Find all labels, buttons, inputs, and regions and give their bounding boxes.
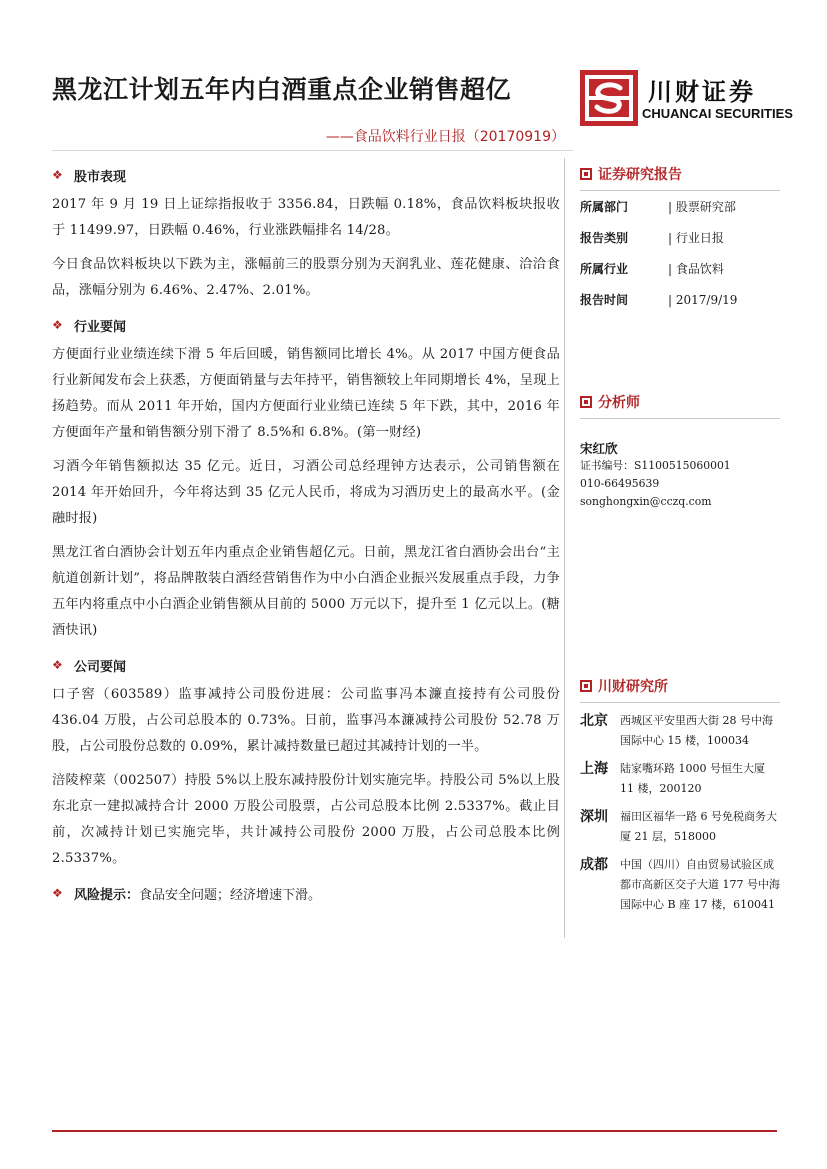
- info-row: 所属部门 | 股票研究部: [580, 200, 736, 214]
- risk-note: [52, 880, 560, 906]
- company-paragraph-2: 涪陵榨菜（002507）持股 5%以上股东减持股份计划实施完毕。持股公司 5%以上股东北京一建拟减持合计 2000 万股公司股票，占公司总股本比例 2.5337%。截止目前，次减持计划已实施完毕，共计减持公司股份 2000 万股，占公司总股本比例 2.5337%。: [52, 773, 560, 866]
- diamond-bullet-icon: ❖: [52, 886, 63, 900]
- analyst-name: 宋红欣: [580, 441, 618, 456]
- office-address: 成都 中国（四川）自由贸易试验区成都市高新区交子大道 177 号中海国际中心 B 座 17 楼，610041: [580, 857, 780, 911]
- office-address: 上海 陆家嘴环路 1000 号恒生大厦 11 楼，200120: [580, 761, 765, 795]
- sidebar-heading-analyst: 分析师: [580, 390, 780, 414]
- company-paragraph-1: 口子窖（603589）监事减持公司股份进展：公司监事冯本濂直接持有公司股份436.04 万股，占公司总股本的 0.73%。日前，监事冯本濂减持公司股份 52.78 万股，占公司股份总数的 0.09%，累计减持数量已超过其减持计划的一半。: [52, 687, 560, 754]
- section-heading-market: ❖ 股市表现: [52, 168, 127, 185]
- sidebar-report-info: [580, 162, 780, 315]
- footer-divider: [52, 1130, 777, 1132]
- analyst-phone: 010-66495639: [580, 477, 660, 490]
- column-divider: [564, 158, 565, 938]
- header-divider: [52, 150, 573, 151]
- diamond-bullet-icon: ❖: [52, 658, 63, 672]
- report-subtitle: ——食品饮料行业日报（20170919）: [325, 129, 565, 145]
- diamond-bullet-icon: ❖: [52, 318, 63, 332]
- sidebar-analyst: [580, 390, 780, 511]
- main-column: [52, 162, 560, 906]
- info-row: 报告时间 | 2017/9/19: [580, 292, 738, 307]
- market-paragraph-1: 2017 年 9 月 19 日上证综指报收于 3356.84，日跌幅 0.18%，食品饮料板块报收于 11499.97，日跌幅 0.46%，行业涨跌幅排名 14/28。: [52, 197, 560, 238]
- info-row: 所属行业 | 食品饮料: [580, 262, 724, 276]
- sidebar-heading-report: 证券研究报告: [580, 162, 780, 186]
- sidebar-institute: [580, 674, 780, 915]
- risk-label: 风险提示：: [74, 887, 140, 903]
- office-address: 深圳 福田区福华一路 6 号免税商务大厦 21 层，518000: [580, 809, 777, 843]
- report-title: 黑龙江计划五年内白酒重点企业销售超亿: [52, 75, 512, 104]
- office-address: 北京 西城区平安里西大街 28 号中海国际中心 15 楼，100034: [580, 713, 773, 747]
- diamond-bullet-icon: ❖: [52, 168, 63, 182]
- analyst-cert: 证书编号：S1100515060001: [580, 459, 731, 472]
- risk-text: 食品安全问题；经济增速下滑。: [139, 887, 322, 903]
- sidebar-divider: [580, 702, 780, 703]
- sidebar-divider: [580, 418, 780, 419]
- industry-paragraph-2: 习酒今年销售额拟达 35 亿元。近日，习酒公司总经理钟方达表示，公司销售额在 2014 年开始回升，今年将达到 35 亿元人民币，将成为习酒历史上的最高水平。(金融时报): [52, 459, 560, 526]
- logo-chinese-name: 川财证券: [648, 78, 756, 106]
- industry-paragraph-3: 黑龙江省白酒协会计划五年内重点企业销售超亿元。日前，黑龙江省白酒协会出台“主航道创新计划”，将品牌散装白酒经营销售作为中小白酒企业振兴发展重点手段，力争五年内将重点中小白酒企业销售额从目前的 5000 万元以下，提升至 1 亿元以上。(糖酒快讯): [52, 545, 560, 638]
- industry-paragraph-1: 方便面行业业绩连续下滑 5 年后回暖，销售额同比增长 4%。从 2017 中国方便食品行业新闻发布会上获悉，方便面销量与去年持平，销售额较上年同期增长 4%，呈现上扬趋势。而从 2011 年开始，国内方便面行业业绩已连续 5 年下跌，其中，2016 年方便面年产量和销售额分别下滑了 8.5%和 6.8%。(第一财经): [52, 347, 560, 440]
- analyst-email[interactable]: songhongxin@cczq.com: [580, 495, 712, 508]
- info-row: 报告类别 | 行业日报: [580, 231, 724, 245]
- logo-english-name: CHUANCAI SECURITIES: [642, 106, 793, 121]
- company-logo: [580, 70, 793, 126]
- logo-mark-icon: [580, 70, 638, 126]
- sidebar-heading-institute: 川财研究所: [580, 674, 780, 698]
- market-paragraph-2: 今日食品饮料板块以下跌为主，涨幅前三的股票分别为天润乳业、莲花健康、洽洽食品，涨幅分别为 6.46%、2.47%、2.01%。: [52, 257, 560, 298]
- square-bullet-icon: [580, 396, 592, 408]
- square-bullet-icon: [580, 680, 592, 692]
- section-heading-industry: ❖ 行业要闻: [52, 318, 127, 335]
- square-bullet-icon: [580, 168, 592, 180]
- section-heading-company: ❖ 公司要闻: [52, 658, 127, 675]
